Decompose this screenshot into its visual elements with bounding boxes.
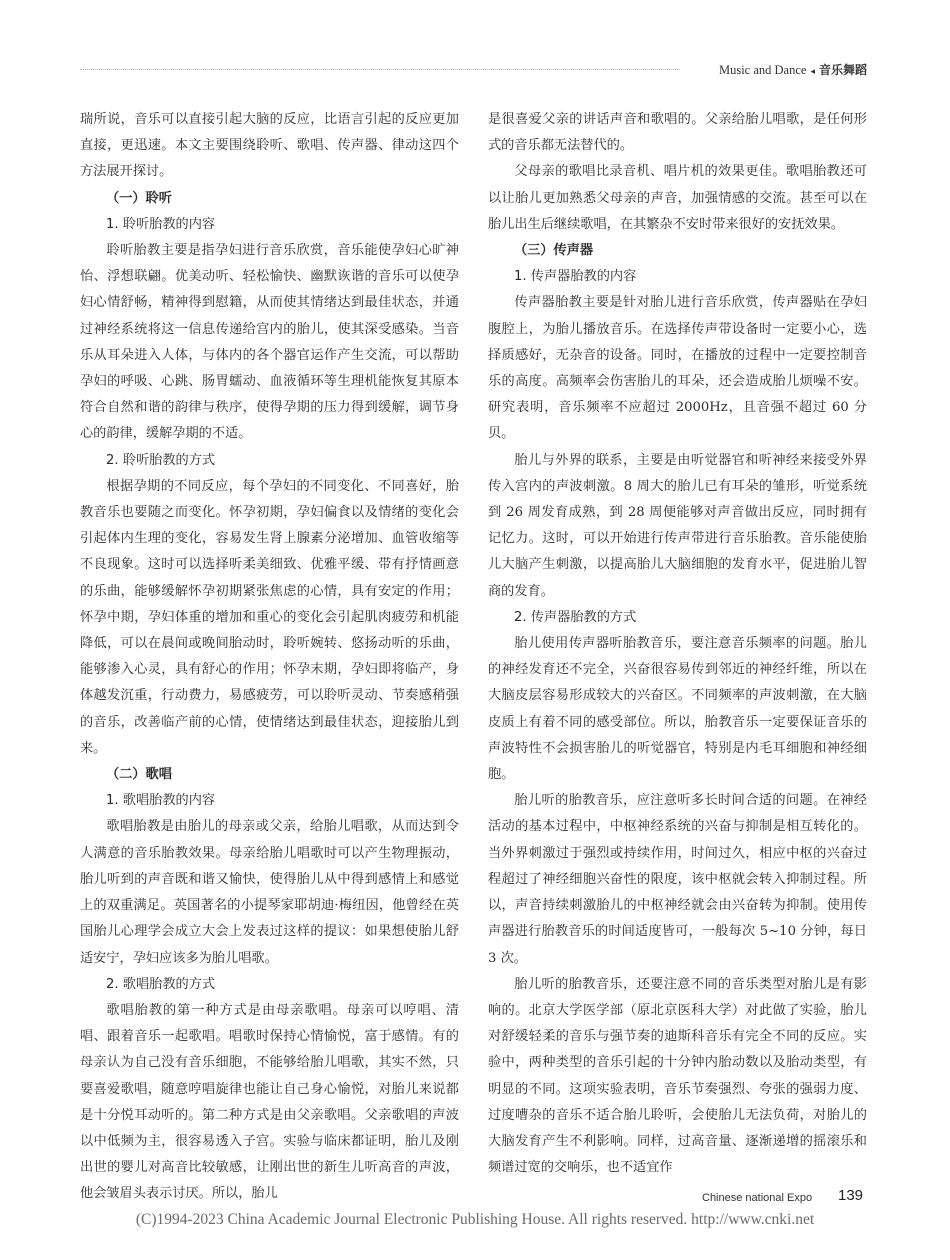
body-paragraph: 胎儿使用传声器听胎教音乐，要注意音乐频率的问题。胎儿的神经发育还不完全，兴奋很容易传到邻近的神经纤维，所以在大脑皮层容易形成较大的兴奋区。不同频率的声波刺激，在大脑皮质上有着不同的感受部位。所以，胎教音乐一定要保证音乐的声波特性不会损害胎儿的听觉器官，特别是内毛耳细胞和神经细胞。 <box>488 636 867 783</box>
right-column <box>488 107 867 1181</box>
subsection-heading: 2. 聆听胎教的方式 <box>106 452 216 468</box>
header-arrow-icon: ◂ <box>810 67 815 77</box>
section-heading: （二）歌唱 <box>106 767 172 783</box>
body-paragraph: 胎儿与外界的联系，主要是由听觉器官和听神经来接受外界传入宫内的声波刺激。8 周大的胎儿已有耳朵的雏形，听觉系统到 26 周发育成熟，到 28 周便能够对声音做出反应，同时拥有记忆力。这时，可以开始进行传声带进行音乐胎教。音乐能使胎儿大脑产生刺激，以提高胎儿大脑细胞的发育水平，促进胎儿智商的发育。 <box>488 452 867 599</box>
body-paragraph: 胎儿听的胎教音乐，应注意听多长时间合适的问题。在神经活动的基本过程中，中枢神经系统的兴奋与抑制是相互转化的。当外界刺激过于强烈或持续作用，时间过久，相应中枢的兴奋过程超过了神经细胞兴奋性的限度，该中枢就会转入抑制过程。所以，声音持续刺激胎儿的中枢神经就会由兴奋转为抑制。使用传声器进行胎教音乐的时间适度皆可，一般每次 5~10 分钟，每日 3 次。 <box>488 793 867 966</box>
running-header <box>719 61 867 78</box>
header-divider <box>80 69 680 70</box>
header-section-zh: 音乐舞蹈 <box>818 63 867 77</box>
body-paragraph: 瑞所说，音乐可以直接引起大脑的反应，比语言引起的反应更加直接，更迅速。本文主要围绕聆听、歌唱、传声器、律动这四个方法展开探讨。 <box>80 112 459 180</box>
body-paragraph: 胎儿听的胎教音乐，还要注意不同的音乐类型对胎儿是有影响的。北京大学医学部（原北京医科大学）对此做了实验，胎儿对舒缓轻柔的音乐与强节奏的迪斯科音乐有完全不同的反应。实验中，两种类型的音乐引起的十分钟内胎动数以及胎动类型，有明显的不同。这项实验表明，音乐节奏强烈、夸张的强弱力度、过度嘈杂的音乐不适合胎儿聆听，会使胎儿无法负荷，对胎儿的大脑发育产生不利影响。同样，过高音量、逐渐递增的摇滚乐和频谱过宽的交响乐，也不适宜作 <box>488 976 867 1176</box>
subsection-heading: 1. 歌唱胎教的内容 <box>106 793 216 809</box>
left-column <box>80 107 459 1208</box>
body-paragraph: 歌唱胎教是由胎儿的母亲或父亲，给胎儿唱歌，从而达到令人满意的音乐胎教效果。母亲给胎儿唱歌时可以产生物理振动，胎儿听到的声音既和谐又愉快，使得胎儿从中得到感情上和感觉上的双重满足。英国著名的小提琴家耶胡迪·梅纽因，他曾经在英国胎儿心理学会成立大会上发表过这样的提议：如果想使胎儿舒适安宁，孕妇应该多为胎儿唱歌。 <box>80 819 459 966</box>
subsection-heading: 1. 聆听胎教的内容 <box>106 216 216 232</box>
subsection-heading: 1. 传声器胎教的内容 <box>514 269 637 285</box>
body-paragraph: 是很喜爱父亲的讲话声音和歌唱的。父亲给胎儿唱歌，是任何形式的音乐都无法替代的。 <box>488 112 867 154</box>
subsection-heading: 2. 歌唱胎教的方式 <box>106 976 216 992</box>
footer-journal-name: Chinese national Expo <box>702 1192 813 1204</box>
copyright-watermark: (C)1994-2023 China Academic Journal Electronic Publishing House. All rights reserved. http://www.cnki.net <box>135 1211 815 1228</box>
page-number: 139 <box>838 1187 864 1204</box>
body-paragraph: 歌唱胎教的第一种方式是由母亲歌唱。母亲可以哼唱、清唱、跟着音乐一起歌唱。唱歌时保持心情愉悦，富于感情。有的母亲认为自己没有音乐细胞，不能够给胎儿唱歌，其实不然，只要喜爱歌唱，随意哼唱旋律也能让自己身心愉悦，对胎儿来说都是十分悦耳动听的。第二种方式是由父亲歌唱。父亲歌唱的声波以中低频为主，很容易透入子宫。实验与临床都证明，胎儿及刚出世的婴儿对高音比较敏感，让刚出世的新生儿听高音的声波，他会皱眉头表示讨厌。所以，胎儿 <box>80 1002 459 1202</box>
subsection-heading: 2. 传声器胎教的方式 <box>514 609 637 625</box>
header-section-en: Music and Dance <box>718 63 807 77</box>
body-paragraph: 父母亲的歌唱比录音机、唱片机的效果更佳。歌唱胎教还可以让胎儿更加熟悉父母亲的声音，加强情感的交流。甚至可以在胎儿出生后继续歌唱，在其繁杂不安时带来很好的安抚效果。 <box>488 164 867 232</box>
body-paragraph: 聆听胎教主要是指孕妇进行音乐欣赏，音乐能使孕妇心旷神怡、浮想联翩。优美动听、轻松愉快、幽默诙谐的音乐可以使孕妇心情舒畅，精神得到慰籍，从而使其情绪达到最佳状态，并通过神经系统将这一信息传递给宫内的胎儿，使其深受感染。当音乐从耳朵进入人体，与体内的各个器官运作产生交流，可以帮助孕妇的呼吸、心跳、肠胃蠕动、血液循环等生理机能恢复其原本符合自然和谐的韵律与秩序，使得孕期的压力得到缓解，调节身心的韵律，缓解孕期的不适。 <box>80 243 459 442</box>
section-heading: （三）传声器 <box>514 243 594 259</box>
body-paragraph: 传声器胎教主要是针对胎儿进行音乐欣赏，传声器贴在孕妇腹腔上，为胎儿播放音乐。在选择传声带设备时一定要小心，选择质感好，无杂音的设备。同时，在播放的过程中一定要控制音乐的高度。高频率会伤害胎儿的耳朵，还会造成胎儿烦噪不安。研究表明，音乐频率不应超过 2000Hz，且音强不超过 60 分贝。 <box>488 295 867 442</box>
section-heading: （一）聆听 <box>106 190 172 206</box>
body-paragraph: 根据孕期的不同反应，每个孕妇的不同变化、不同喜好，胎教音乐也要随之而变化。怀孕初期，孕妇偏食以及情绪的变化会引起体内生理的变化，容易发生肾上腺素分泌增加、血管收缩等不良现象。这时可以选择听柔美细致、优雅平缓、带有抒情画意的乐曲，能够缓解怀孕初期紧张焦虑的心情，具有安定的作用；怀孕中期，孕妇体重的增加和重心的变化会引起肌肉疲劳和机能降低，可以在晨间或晚间胎动时，聆听婉转、悠扬动听的乐曲，能够渗入心灵，具有舒心的作用；怀孕末期，孕妇即将临产，身体越发沉重，行动费力，易感疲劳，可以聆听灵动、节奏感稍强的音乐，改善临产前的心情，使情绪达到最佳状态，迎接胎儿到来。 <box>80 478 459 756</box>
